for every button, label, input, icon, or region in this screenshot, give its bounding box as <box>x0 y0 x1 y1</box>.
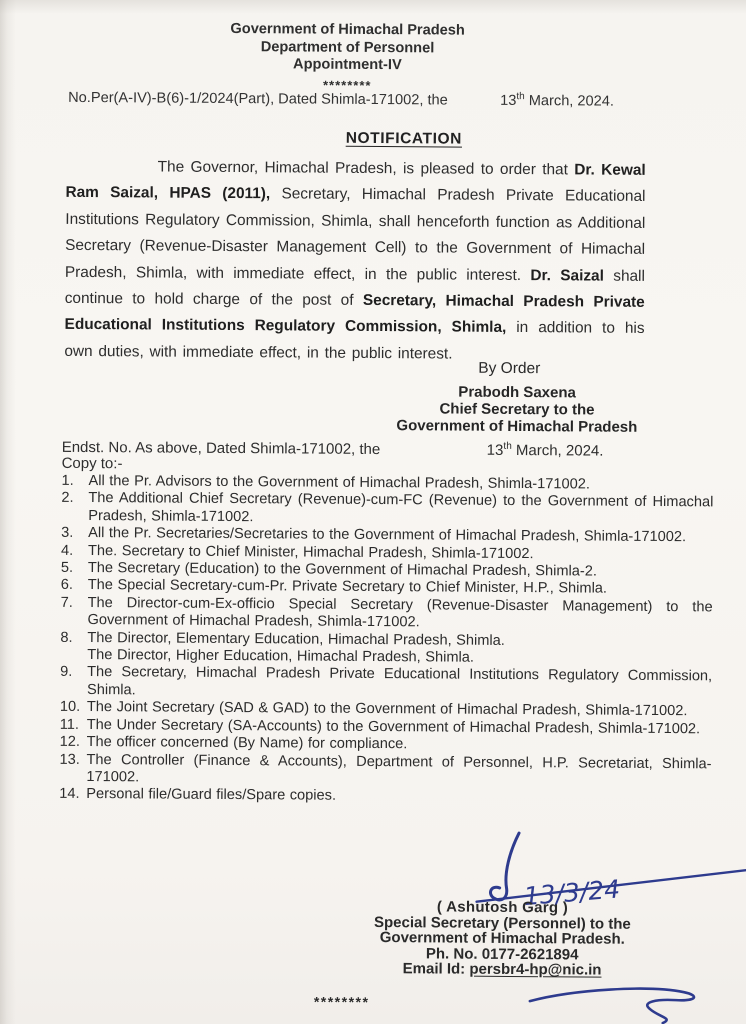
document-header <box>0 19 721 96</box>
list-item <box>61 490 713 529</box>
list-item-marker: 6. <box>60 577 73 594</box>
copy-to-label: Copy to:- <box>61 454 123 473</box>
list-item-marker: 3. <box>61 525 74 542</box>
signatory-title-line2: Government of Himachal Pradesh. <box>379 929 625 948</box>
list-item-marker: 1. <box>61 472 74 489</box>
list-item-marker: 14. <box>59 786 80 803</box>
list-item-marker: 8. <box>60 629 73 646</box>
list-item-marker: 9. <box>60 664 73 681</box>
list-item-marker: 4. <box>60 542 74 559</box>
notification-body-paragraph <box>64 154 645 369</box>
reference-number-line <box>68 90 708 110</box>
list-item-text: The Under Secretary (SA-Accounts) to the Government of Himachal Pradesh, Shimla-171002. <box>86 716 701 737</box>
body-seg-4: in addition to his own duties, with immediate effect, in the public interest. <box>64 319 645 363</box>
list-item-marker: 10. <box>59 699 81 716</box>
body-seg-3: shall continue to hold charge of the post of <box>64 267 645 309</box>
list-item-text: The. Secretary to Chief Minister, Himachal Pradesh, Shimla-171002. <box>87 542 534 562</box>
issuer-title-line1: Chief Secretary to the <box>439 400 595 419</box>
copy-distribution-list <box>59 473 713 808</box>
signatory-phone: Ph. No. 0177-2621894 <box>425 945 579 964</box>
issuer-name: Prabodh Saxena <box>458 383 576 402</box>
list-item-text: All the Pr. Advisors to the Government of Himachal Pradesh, Shimla-171002. <box>88 473 590 493</box>
list-item-marker: 5. <box>60 559 74 576</box>
list-item-text: Personal file/Guard files/Spare copies. <box>86 786 337 805</box>
body-seg-2: Secretary, Himachal Pradesh Private Educational Institutions Regulatory Commission, Shimla, shall henceforth function as Additional Secretary (Revenue-Disaster Management Cell) to the Government of Himachal Pradesh, Shimla, with immediate effect, in the public interest. <box>64 185 646 284</box>
list-item-text: The Joint Secretary (SAD & GAD) to the Government of Himachal Pradesh, Shimla-171002. <box>86 699 688 720</box>
list-item-marker: 13. <box>59 751 80 768</box>
endorsement-number: Endst. No. As above, Dated Shimla-171002, the <box>61 438 381 459</box>
list-item <box>59 751 711 790</box>
signatory-email-line <box>326 961 678 979</box>
by-order-label: By Order <box>478 359 541 378</box>
list-item-marker: 7. <box>60 594 73 611</box>
body-seg-1: The Governor, Himachal Pradesh, is pleased to order that <box>157 158 575 179</box>
list-item-text-line1: The Director, Elementary Education, Himachal Pradesh, Shimla. <box>87 629 505 649</box>
endorsement-date: 13th March, 2024. <box>486 440 604 460</box>
signature-date-note: 13/3/24 <box>522 874 622 912</box>
list-item-text-line2: The Director, Higher Education, Himachal Pradesh, Shimla. <box>87 647 474 666</box>
list-item <box>60 595 712 634</box>
list-item <box>60 629 712 668</box>
list-item <box>60 664 712 703</box>
endorsement-line <box>62 439 706 460</box>
list-item-text: The Additional Chief Secretary (Revenue)-cum-FC (Revenue) to the Government of Himachal Pradesh, Shimla-171002. <box>88 490 714 525</box>
post-title: Secretary, Himachal Pradesh Private Educational Institutions Regulatory Commission, Shimla, <box>64 291 645 337</box>
list-item-marker: 12. <box>59 733 81 751</box>
list-item-text: All the Pr. Secretaries/Secretaries to the Government of Himachal Pradesh, Shimla-171002. <box>88 525 687 546</box>
list-item-marker: 11. <box>59 716 80 733</box>
officer-name: Dr. Kewal Ram Saizal, HPAS (2011), <box>65 161 646 203</box>
footer-separator-stars: ******** <box>313 993 370 1010</box>
ink-scribble <box>524 981 714 1024</box>
list-item-text: The officer concerned (By Name) for compliance. <box>86 734 408 753</box>
list-item-text: The Special Secretary-cum-Pr. Private Secretary to Chief Minister, H.P., Shimla. <box>87 577 608 598</box>
header-org-line: Government of Himachal Pradesh <box>230 20 465 39</box>
reference-number: No.Per(A-IV)-B(6)-1/2024(Part), Dated Shimla-171002, the <box>68 89 448 109</box>
list-item-text: The Controller (Finance & Accounts), Department of Personnel, H.P. Secretariat, Shimla-171002. <box>86 751 712 786</box>
notification-title: NOTIFICATION <box>345 129 463 148</box>
separator-stars: ******** <box>322 77 372 93</box>
issuer-signature-block <box>367 384 667 436</box>
list-item-marker: 2. <box>61 490 74 507</box>
list-item-text: The Director-cum-Ex-officio Special Secretary (Revenue-Disaster Management) to the Government of Himachal Pradesh, Shimla-171002. <box>87 594 713 631</box>
header-branch-line: Appointment-IV <box>293 56 402 74</box>
list-item-text: The Secretary, Himachal Pradesh Private Educational Institutions Regulatory Commission, Shimla. <box>86 664 713 699</box>
list-item-text <box>87 630 712 669</box>
signatory-block <box>326 899 679 979</box>
list-item <box>59 786 711 808</box>
email-address: persbr4-hp@nic.in <box>469 961 602 979</box>
issuer-title-line2: Government of Himachal Pradesh <box>396 416 638 436</box>
signatory-title-line1: Special Secretary (Personnel) to the <box>373 913 631 933</box>
list-item-text: The Secretary (Education) to the Government of Himachal Pradesh, Shimla-2. <box>87 560 597 580</box>
notification-date: 13th March, 2024. <box>500 91 615 110</box>
signatory-name: ( Ashutosh Garg ) <box>436 898 569 917</box>
officer-short-name: Dr. Saizal <box>530 266 604 285</box>
email-label: Email Id: <box>402 960 470 979</box>
header-dept-line: Department of Personnel <box>260 38 435 56</box>
